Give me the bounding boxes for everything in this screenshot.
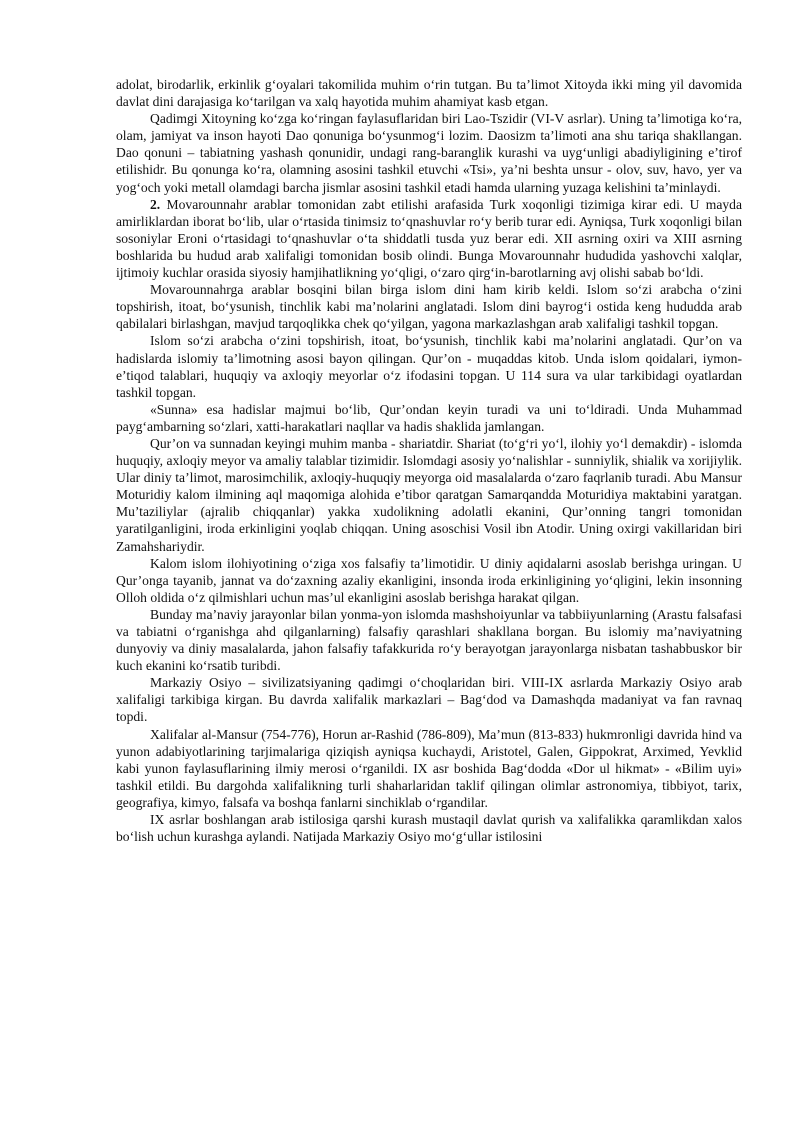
paragraph-2: Qadimgi Xitoyning ko‘zga ko‘ringan faylasuflaridan biri Lao-Tszidir (VI-V asrlar). Uning ta’limotiga ko‘ra, olam, jamiyat va inson hayoti Dao qonuniga bo‘ysunmog‘i lozim. Daosizm ta’limoti ana shu tariqa shakllangan. Dao qonuni – tabiatning yashash qonunidir, undagi rang-baranglik kurashi va uyg‘unligi abadiyligining e’tirof etilishidr. Bu qonunga ko‘ra, olamning asosini tashkil etuvchi «Tsi», ya’ni beshta unsur - olov, suv, havo, yer va yog‘och yoki metall olamdagi barcha jismlar asosini tashkil etadi hamda ularning yuzaga kelishini ta’minlaydi. [116,111,742,195]
paragraph-7: Qur’on va sunnadan keyingi muhim manba - shariatdir. Shariat (to‘g‘ri yo‘l, ilohiy yo‘l demakdir) - islomda huquqiy, axloqiy meyor va amaliy talablar tizimidir. Islomdagi asosiy yo‘nalishlar - sunniylik, shialik va xorijiylik. Ular diniy ta’limot, marosimchilik, axloqiy-huquqiy meyorga oid masalalarda o‘zaro faqrlanib turadi. Abu Mansur Moturidiy kalom ilmining aql maqomiga alohida e’tibor qaratgan Samarqandda Moturidiya maktabini yaratgan. Mu’taziliylar (ajralib chiqqanlar) yakka xudolikning adolatli ekanini, Qur’onning tangri tomonidan yaratilganligini, iroda erkinligini yoqlab chiqqan. Uning asoschisi Vosil ibn Atodir. Uning oxirgi vakillaridan biri Zamahshariydir. [116,435,742,554]
paragraph-10: Markaziy Osiyo – sivilizatsiyaning qadimgi o‘choqlaridan biri. VIII-IX asrlarda Markaziy Osiyo arab xalifaligi tarkibiga kirgan. Bu davrda xalifalik markazlari – Bag‘dod va Damashqda madaniyat va fan ravnaq topdi. [116,675,742,725]
section-number: 2. [150,196,161,212]
paragraph-5: Islom so‘zi arabcha o‘zini topshirish, itoat, bo‘ysunish, tinchlik kabi ma’nolarini anglatadi. Qur’on va hadislarda islomiy ta’limotning asosi bayon qilingan. Qur’on - muqaddas kitob. Unda islom qoidalari, iymon-e’tiqod talablari, huquqiy va axloqiy meyorlar o‘z ifodasini topgan. U 114 sura va ular tarkibidagi oyatlardan tashkil topgan. [116,333,742,400]
paragraph-8: Kalom islom ilohiyotining o‘ziga xos falsafiy ta’limotidir. U diniy aqidalarni asoslab berishga uringan. U Qur’onga tayanib, jannat va do‘zaxning azaliy ekanligini, insonda iroda erkinligining yo‘qligini, lekin insonning Olloh oldida o‘z qilmishlari uchun mas’ul ekanligini asoslab berishga harakat qilgan. [116,555,742,605]
paragraph-3-text: Movarounnahr arablar tomonidan zabt etilishi arafasida Turk xoqonligi tizimiga kirar edi. U mayda amirliklardan iborat bo‘lib, ular o‘rtasida tinimsiz to‘qnashuvlar ro‘y berib turar edi. Ayniqsa, Turk xoqonligi bilan sosoniylar Eroni o‘rtasidagi to‘qnashuvlar o‘ta shiddatli tusda yuz berar edi. XII asrning oxiri va XIII asrning boshlarida bu hudud arab xalifaligi tomonidan bosib olindi. Bunga Movarounnahr hududida yashovchi xalqlar, ijtimoiy kuchlar orasida siyosiy hamjihatlikning yo‘qligi, o‘zaro qirg‘in-barotlarning avj olishi sabab bo‘ldi. [116,196,742,281]
paragraph-12: IX asrlar boshlangan arab istilosiga qarshi kurash mustaqil davlat qurish va xalifalikka qaramlikdan xalos bo‘lish uchun kurashga aylandi. Natijada Markaziy Osiyo mo‘g‘ullar istilosini [116,812,742,845]
paragraph-3 [116,196,742,281]
paragraph-9: Bunday ma’naviy jarayonlar bilan yonma-yon islomda mashshoiyunlar va tabbiiyunlarning (Arastu falsafasi va tabiatni o‘rganishga ahd qilganlarning) falsafiy qarashlari shakllana borgan. Bu islomiy ma’naviyatning dunyoviy va diniy masalalarda, jahon falsafiy tafakkurida ro‘y berayotgan jarayonlarga nisbatan tashabbuskor bir kuch ekanini ko‘rsatib turibdi. [116,606,742,674]
paragraph-4: Movarounnahrga arablar bosqini bilan birga islom dini ham kirib keldi. Islom so‘zi arabcha o‘zini topshirish, itoat, bo‘ysunish, tinchlik kabi ma’nolarini anglatadi. Islom dini bayrog‘i ostida keng hududda arab qabilalari birlashgan, mavjud tarqoqlikka chek qo‘yilgan, yagona markazlashgan arab xalifaligi tashkil topgan. [116,282,742,332]
paragraph-1: adolat, birodarlik, erkinlik g‘oyalari takomilida muhim o‘rin tutgan. Bu ta’limot Xitoyda ikki ming yil davomida davlat dini darajasiga ko‘tarilgan va xalq hayotida muhim ahamiyat kasb etgan. [116,77,742,110]
paragraph-11: Xalifalar al-Mansur (754-776), Horun ar-Rashid (786-809), Ma’mun (813-833) hukmronligi davrida hind va yunon adabiyotlarining tarjimalariga qiziqish ayniqsa kuchaydi, Aristotel, Galen, Gippokrat, Arximed, Yevklid kabi yunon faylasuflarining ilmiy merosi o‘rganildi. IX asr boshida Bag‘dodda «Dor ul hikmat» - «Bilim uyi» tashkil etildi. Bu dargohda xalifalikning turli shaharlaridan taklif qilingan olimlar astronomiya, tibbiyot, tarix, geografiya, kimyo, falsafa va boshqa fanlarni sinchiklab o‘rgandilar. [116,726,742,810]
paragraph-6: «Sunna» esa hadislar majmui bo‘lib, Qur’ondan keyin turadi va uni to‘ldiradi. Unda Muhammad payg‘ambarning so‘zlari, xatti-harakatlari naqllar va hadis shaklida jamlangan. [116,401,742,434]
document-page [116,76,742,845]
